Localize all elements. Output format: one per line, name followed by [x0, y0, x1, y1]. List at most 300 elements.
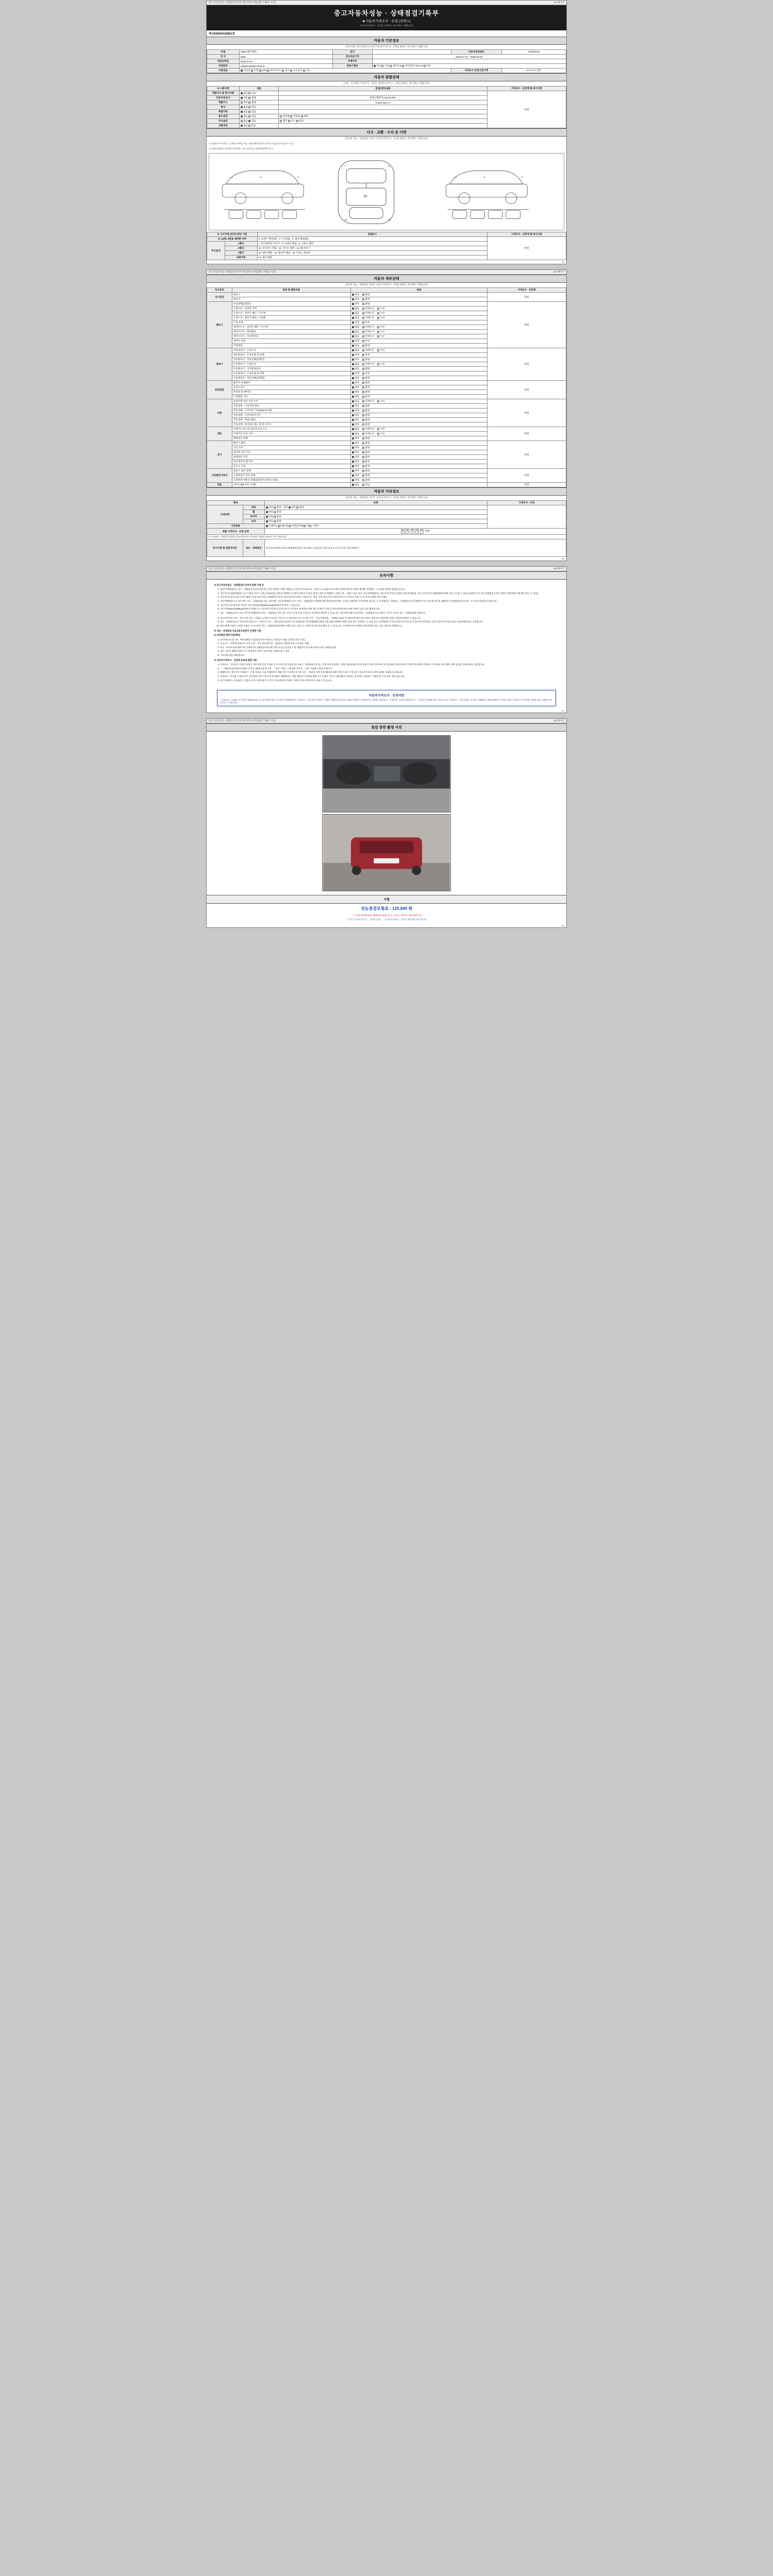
- detail-checkbox-2[interactable]: 누유: [377, 312, 384, 314]
- etc-chk-2b[interactable]: 불량: [274, 515, 281, 518]
- page-subtitle: ■ 자동차가격조사 · 산정 (선택 □): [362, 20, 411, 23]
- page-title: 중고자동차성능 · 상태점검기록부: [333, 9, 440, 17]
- basic-value2-1: 2025-07-01 ~ 2026-06-30: [372, 55, 566, 59]
- detail-group-label: 자기진단: [207, 293, 232, 302]
- basic-trans-label: 변속기종류: [332, 64, 372, 69]
- diagram-num-16: 16: [388, 219, 391, 222]
- basic-value2-0: [372, 50, 451, 55]
- detail-checkbox-1[interactable]: 불량: [362, 479, 369, 481]
- detail-item-label: 변속기: [232, 297, 350, 302]
- section-etc-title: 자동차 기타정보: [207, 487, 566, 496]
- etc-chk-1b[interactable]: 불량: [274, 511, 281, 513]
- detail-checkbox-1[interactable]: 불량: [362, 442, 369, 444]
- signature-label: 서명: [383, 899, 390, 902]
- detail-group-amount: 만원: [487, 427, 566, 441]
- detail-head-2: 상태: [350, 288, 487, 293]
- detail-item-label: 수동변속기 - 작동상태(공회전): [232, 376, 350, 381]
- detail-checkbox-1[interactable]: 불량: [362, 474, 369, 477]
- detail-item-label: 오일 유량: [232, 320, 350, 325]
- detail-checkbox-1[interactable]: 불량: [362, 377, 369, 379]
- detail-checkbox-0[interactable]: 없음: [352, 316, 359, 319]
- detail-item-label: 실내송풍 모터: [232, 455, 350, 460]
- detail-item-label: 시동 모터: [232, 446, 350, 450]
- basic-value2-2: [372, 59, 566, 64]
- etc-chk-0d[interactable]: 불량: [296, 506, 304, 509]
- detail-item-label: 커먼레일: [232, 344, 350, 348]
- detail-group-label: 원동기: [207, 302, 232, 348]
- etc-basic-items: [264, 524, 487, 529]
- detail-item-label: 자동변속기 - 오일누유: [232, 348, 350, 353]
- table-row: [207, 55, 566, 59]
- amt-digit-4: 0: [420, 529, 424, 534]
- detail-checkbox-0[interactable]: 양호: [352, 469, 359, 472]
- detail-checkbox-1[interactable]: 불량: [362, 460, 369, 463]
- special-text: 비클씨셔라컬데이지데스템에 활화비콜션 보증에서, 도검종적은 원금 품으로 표기이 당을, 업버이에단응.: [264, 539, 566, 557]
- etc-item-0: 외장: [243, 505, 264, 510]
- purpose-opt-2[interactable]: 영업: [296, 120, 304, 122]
- detail-checkbox-1[interactable]: 부족: [362, 321, 369, 324]
- overall-chk-4a[interactable]: 없음: [241, 110, 248, 113]
- overall-c2-3: [239, 105, 279, 110]
- detail-checkbox-1[interactable]: 부족: [362, 340, 369, 342]
- detail-checkbox-0[interactable]: 양호: [352, 391, 359, 393]
- amt-digit-3: 0: [415, 529, 419, 534]
- table-row: [207, 59, 566, 64]
- detail-checkbox-0[interactable]: 없음: [352, 335, 359, 337]
- etc-table: [207, 500, 566, 557]
- detail-checkbox-0[interactable]: 없음: [352, 432, 359, 435]
- diagram-num-15: 15: [344, 219, 347, 222]
- detail-checkbox-0[interactable]: 양호: [352, 381, 359, 384]
- detail-checkbox-0[interactable]: 없음: [352, 307, 359, 310]
- use-opt-1[interactable]: 영업용: [290, 115, 300, 117]
- detail-checkbox-0[interactable]: 양호: [352, 414, 359, 416]
- detail-checkbox-0[interactable]: 양호: [352, 377, 359, 379]
- etc-head-1: 상태: [264, 501, 487, 505]
- overall-label-6: 주요옵션: [207, 119, 240, 124]
- guide-item-1-1: 2. 자동차인도일(매매업자가 자기 명의 오토기 인한 상태점검을 내용을 매매약서 이용히 보았기기 정도 발생기 매도자 매매약서 상태 신용 · 교환가 다른 경우, 자동차매매업자는 매수인이 차손상 상태를 에너에 책임을 지며, 자동차인도일(매매업자에게 이를 신고할 수 있습니다(매수인이 성능상태점검기간이 개간한 책임상태 중에 확인 않는 수 있음).: [220, 592, 559, 595]
- detail-checkbox-0[interactable]: 양호: [352, 437, 359, 439]
- car-center-label: 16: [363, 194, 367, 198]
- detail-item-state: [350, 446, 487, 450]
- overall-chk-7a[interactable]: 없음: [241, 124, 248, 127]
- accident-rank-extra-parts: [257, 256, 487, 260]
- trans-opt-3[interactable]: 무단변속기(CVT): [402, 64, 423, 67]
- detail-item-label: 브레이크 마스터 실린더오일 누유: [232, 427, 350, 432]
- detail-checkbox-1[interactable]: 부족: [362, 353, 369, 356]
- detail-item-state: [350, 311, 487, 316]
- etc-basic-1[interactable]: 메뉴얼: [278, 524, 288, 527]
- basic-label-2: 최초등록일: [207, 59, 240, 64]
- detail-group-amount: 만원: [487, 441, 566, 469]
- overall-table: [207, 86, 566, 128]
- detail-checkbox-2[interactable]: 누유: [377, 307, 384, 310]
- detail-checkbox-1[interactable]: 불량: [362, 298, 369, 300]
- detail-checkbox-2[interactable]: 누유: [377, 316, 384, 319]
- etc-basic-4[interactable]: 스패너: [309, 524, 319, 527]
- detail-checkbox-0[interactable]: 없음: [352, 400, 359, 402]
- detail-checkbox-1[interactable]: 미세누유: [362, 307, 374, 310]
- document-number: 제 0039000126801호: [209, 32, 235, 36]
- special-label: 특기사항 및 점검자의견: [207, 539, 243, 557]
- detail-item-state: [350, 432, 487, 436]
- table-header-row: [207, 288, 566, 293]
- etc-basic-3[interactable]: 잭: [304, 524, 309, 527]
- overall-chk-2a[interactable]: 양호: [241, 101, 248, 104]
- detail-item-label: 냉각수누수 - 라디에이터: [232, 334, 350, 339]
- overall-head-2: 점검(세부)내용: [279, 87, 487, 91]
- overall-c3-3: [279, 105, 487, 110]
- detail-checkbox-0[interactable]: 없음: [352, 363, 359, 365]
- detail-checkbox-1[interactable]: 미세누유: [362, 349, 374, 351]
- detail-checkbox-1[interactable]: 불량: [362, 395, 369, 398]
- detail-checkbox-1[interactable]: 불량: [362, 409, 369, 412]
- etc-item-3: 유리: [243, 519, 264, 524]
- detail-table-body: [207, 293, 566, 487]
- accident-head-1: 상태표시: [257, 232, 487, 237]
- detail-group-label: 전기: [207, 441, 232, 469]
- etc-state-1: [264, 510, 487, 515]
- detail-checkbox-2[interactable]: 누유: [377, 349, 384, 351]
- accident-amount: 만원: [487, 237, 566, 260]
- detail-checkbox-1[interactable]: 불량: [362, 381, 369, 384]
- sheet-2-topbar: [207, 270, 566, 275]
- detail-group-amount: 만원: [487, 302, 566, 348]
- fuel-opt-3[interactable]: 하이브리드: [267, 69, 281, 72]
- accident-note-23: ※ 2,8항, 9항을 제외한 부위: [207, 237, 258, 242]
- diagram-num-3: 3: [483, 176, 485, 179]
- detail-checkbox-0[interactable]: 없음: [352, 428, 359, 430]
- detail-checkbox-0[interactable]: 없음: [352, 349, 359, 351]
- detail-item-state: [350, 385, 487, 390]
- etc-chk-0c[interactable]: 양호: [289, 506, 296, 509]
- overall-chk-5b[interactable]: 있음: [248, 115, 256, 117]
- etc-chk-2a[interactable]: 양호: [266, 515, 273, 518]
- detail-item-state: [350, 399, 487, 404]
- detail-checkbox-0[interactable]: 양호: [352, 404, 359, 407]
- detail-item-label: 등속조인트: [232, 385, 350, 390]
- amt-unit: 만원: [425, 530, 430, 532]
- detail-item-label: 배력장치 상태: [232, 436, 350, 441]
- amt-digit-2: 0: [411, 529, 414, 534]
- overall-c2-4: [239, 110, 279, 114]
- detail-checkbox-0[interactable]: 양호: [352, 409, 359, 412]
- detail-checkbox-0[interactable]: 없음: [352, 330, 359, 333]
- overall-chk-bad-1[interactable]: 불량: [248, 96, 256, 99]
- detail-checkbox-2[interactable]: 누수: [377, 326, 384, 328]
- table-row: [207, 483, 566, 487]
- detail-item-label: 냉각수 수량: [232, 339, 350, 344]
- overall-c3-0: [279, 91, 487, 96]
- detail-checkbox-1[interactable]: 미세누수: [362, 335, 374, 337]
- detail-head-0: 주요장치: [207, 288, 232, 293]
- overall-head-1: 내용: [239, 87, 279, 91]
- detail-group-amount: 만원: [487, 483, 566, 487]
- section-etc-sub: (자동차 성능 · 상태점검 기록부, 자동차가격조사 · 산정을 원하는 경우에만 기재합니다): [345, 496, 428, 499]
- accident-rank-2: 2랭크: [225, 246, 257, 251]
- sheet-4-topbar: [207, 719, 566, 723]
- basic-value-3: KNMAC2BMLF076172: [239, 64, 332, 69]
- overall-chk-6b[interactable]: 있음: [248, 120, 256, 122]
- detail-item-state: [350, 330, 487, 334]
- detail-checkbox-0[interactable]: 양호: [352, 418, 359, 421]
- etc-group-label: 사내상태: [207, 505, 243, 524]
- overall-label-7: 리콜대상: [207, 124, 240, 128]
- detail-checkbox-1[interactable]: 미세누수: [362, 326, 374, 328]
- overall-chk-yes-0[interactable]: 있음: [248, 92, 256, 94]
- detail-checkbox-1[interactable]: 불량: [362, 418, 369, 421]
- detail-checkbox-0[interactable]: 적정: [352, 340, 359, 342]
- detail-item-state: [350, 367, 487, 371]
- detail-checkbox-0[interactable]: 양호: [352, 395, 359, 398]
- purpose-opt-0[interactable]: 렌트: [280, 120, 287, 122]
- detail-group-label: 변속기: [207, 348, 232, 381]
- detail-item-state: [350, 376, 487, 381]
- detail-item-state: [350, 339, 487, 344]
- guide-item-3-0: 1. 타이어(소모되는비) · 배터리패널 오일(오일모아터 워터는 정상음이 제품 및 화물 진한 동산): [220, 638, 559, 641]
- fee-bar: [207, 904, 566, 913]
- detail-checkbox-0[interactable]: 양호: [352, 293, 359, 296]
- detail-checkbox-1[interactable]: 불량: [362, 293, 369, 296]
- fuel-opt-6[interactable]: 기타: [303, 69, 310, 72]
- detail-checkbox-1[interactable]: 불량: [362, 446, 369, 449]
- fuel-opt-2[interactable]: LPG: [259, 69, 267, 72]
- detail-checkbox-0[interactable]: 양호: [352, 455, 359, 458]
- use-opt-0[interactable]: 대여용: [280, 115, 290, 117]
- detail-checkbox-0[interactable]: 양호: [352, 386, 359, 388]
- part-13: 13. 대쉬 패널: [258, 251, 273, 254]
- fuel-opt-1[interactable]: 디젤: [251, 69, 258, 72]
- detail-item-label: 구동축전지 격리 상태: [232, 473, 350, 478]
- detail-checkbox-1[interactable]: 불량: [362, 302, 369, 305]
- guide-item-3-4: 5. 기타의에 별용 제외합니다.: [220, 654, 559, 657]
- guide-sec-1: ※ 중고자동차성능 · 상태점검자 보증에 관한 사항 등: [214, 584, 264, 586]
- detail-checkbox-0[interactable]: 양호: [352, 344, 359, 347]
- detail-checkbox-1[interactable]: 미세누유: [362, 428, 374, 430]
- section-basic-title: 자동차 기본정보: [207, 37, 566, 45]
- detail-checkbox-1[interactable]: 미세누유: [362, 312, 374, 314]
- basic-label-0: 차명: [207, 50, 240, 55]
- basic-label2-1: 검사유효기간: [332, 55, 372, 59]
- detail-item-state: [350, 348, 487, 353]
- detail-item-state: [350, 418, 487, 422]
- etc-chk-0b[interactable]: 불량: [274, 506, 281, 509]
- detail-checkbox-0[interactable]: 양호: [352, 465, 359, 467]
- detail-checkbox-1[interactable]: 불량: [362, 469, 369, 472]
- overall-amount: 만원: [487, 91, 566, 128]
- final-amount-value: [264, 529, 566, 535]
- etc-basic-2[interactable]: 안전삼각대: [289, 524, 303, 527]
- overall-chk-7b[interactable]: 있음: [248, 124, 256, 127]
- overall-chk-3a[interactable]: 없음: [241, 106, 248, 108]
- detail-group-amount: 만원: [487, 348, 566, 381]
- trans-opt-0[interactable]: 자동: [374, 64, 381, 67]
- accident-rank-1-parts: [257, 242, 487, 246]
- detail-checkbox-1[interactable]: 불량: [362, 437, 369, 439]
- section-basic-sub: (자동차법 기준가격을 특수다면 자동차가격조사 · 산정을 원하는 경우에만 기재합니다): [345, 45, 428, 48]
- detail-checkbox-0[interactable]: 양호: [352, 479, 359, 481]
- section-overall-sub: (사용 · 주유결과, 가격조사 · 산정은 자동차가격조사 · 산정을 원하는 경우에만 기재합니다): [343, 82, 430, 84]
- trans-opt-4[interactable]: 기타: [424, 64, 431, 67]
- detail-checkbox-1[interactable]: 불량: [362, 465, 369, 467]
- detail-item-label: 작동상태 - 스티어링 펌프: [232, 404, 350, 409]
- trans-opt-2[interactable]: 세미오토: [390, 64, 401, 67]
- detail-checkbox-2[interactable]: 누수: [377, 335, 384, 337]
- accident-legend-2: ※ 하단 상태표시 부호에 기준하여, 기타 자동차는 상태에 맞추어 표기: [209, 147, 274, 150]
- detail-checkbox-0[interactable]: 적정: [352, 372, 359, 375]
- detail-head-1: 항목 및 해당부품: [232, 288, 350, 293]
- detail-checkbox-1[interactable]: 미세누유: [362, 432, 374, 435]
- part-14: 14. 플로어 패널: [274, 251, 291, 254]
- table-row: [207, 50, 566, 55]
- detail-checkbox-2[interactable]: 누유: [377, 428, 384, 430]
- table-row: [207, 348, 566, 353]
- etc-state-2: [264, 515, 487, 519]
- use-opt-2[interactable]: 관용: [301, 115, 308, 117]
- guide-item-1-4: 5. 자동차의 성능에 관한 사항은 자동차관리법령(www.car.go.kr)에서 확인할 수 있습니다.: [220, 604, 559, 607]
- detail-checkbox-0[interactable]: 양호: [352, 460, 359, 463]
- detail-checkbox-0[interactable]: 양호: [352, 442, 359, 444]
- detail-item-label: 연료누출(LP가스포함): [232, 483, 350, 487]
- part-7: 7. 라디에이터 서포트: [258, 242, 280, 245]
- detail-checkbox-0[interactable]: 없음: [352, 312, 359, 314]
- detail-checkbox-1[interactable]: 미세누수: [362, 330, 374, 333]
- detail-checkbox-1[interactable]: 불량: [362, 455, 369, 458]
- fee-label: 성능점검보험료 :: [360, 906, 391, 911]
- fuel-opt-4[interactable]: 전기: [282, 69, 289, 72]
- detail-item-label: 자동변속기 - 오일유량 및 상태: [232, 353, 350, 358]
- detail-item-state: [350, 353, 487, 358]
- sheet-2: [206, 269, 567, 561]
- diagram-num-4: 4: [521, 176, 523, 179]
- overall-chk-6a[interactable]: 없음: [241, 120, 248, 122]
- detail-checkbox-2[interactable]: 누수: [377, 330, 384, 333]
- detail-checkbox-0[interactable]: 없음: [352, 483, 359, 486]
- sheet4-topbar-left: 중고자동차성능·상태점검기록부 제공의무(시행) [별지 제2호 서식]: [209, 719, 276, 722]
- detail-checkbox-1[interactable]: 미세누유: [362, 400, 374, 402]
- detail-checkbox-1[interactable]: 불량: [362, 358, 369, 361]
- etc-chk-1a[interactable]: 양호: [266, 511, 273, 513]
- detail-item-state: [350, 436, 487, 441]
- detail-item-label: 브레이크 오일 누유: [232, 432, 350, 436]
- basic-price-value: 0 0 0 0 0 만원: [501, 69, 566, 73]
- overall-chk-4b[interactable]: 있음: [248, 110, 256, 113]
- overall-c2-5: [239, 114, 279, 119]
- detail-checkbox-0[interactable]: 양호: [352, 446, 359, 449]
- fuel-opt-5[interactable]: 수소전기: [290, 69, 302, 72]
- table-row: [207, 539, 566, 557]
- detail-item-label: 충전구 절연 상태: [232, 469, 350, 473]
- etc-chk-3a[interactable]: 양호: [266, 520, 273, 522]
- etc-chk-3b[interactable]: 불량: [274, 520, 281, 522]
- detail-checkbox-0[interactable]: 양호: [352, 423, 359, 426]
- detail-checkbox-1[interactable]: 부족: [362, 372, 369, 375]
- detail-item-state: [350, 395, 487, 399]
- detail-checkbox-1[interactable]: 불량: [362, 423, 369, 426]
- detail-checkbox-1[interactable]: 미세누유: [362, 316, 374, 319]
- section-accident-title: 사고 · 교환 · 수리 등 이력: [207, 128, 566, 137]
- detail-checkbox-0[interactable]: 양호: [352, 302, 359, 305]
- detail-checkbox-1[interactable]: 불량: [362, 344, 369, 347]
- detail-item-label: 오일누유 - 실린더 헤드 / 가스켓: [232, 311, 350, 316]
- price-definition-title: 자동차가격조사 · 산정이란: [368, 694, 405, 698]
- purpose-opt-1[interactable]: 리스: [288, 120, 295, 122]
- overall-label-1: 자동차세 표기: [207, 96, 240, 100]
- detail-group-label: 동력전달: [207, 381, 232, 399]
- part-11: 11. 사이드 멤버: [278, 247, 295, 249]
- etc-amount-cell: [487, 505, 566, 529]
- detail-head-3: 가격조사 · 산정액: [487, 288, 566, 293]
- etc-basic-0[interactable]: 브레이크: [266, 524, 278, 527]
- detail-checkbox-1[interactable]: 미세누유: [362, 363, 374, 365]
- detail-checkbox-0[interactable]: 양호: [352, 451, 359, 453]
- etc-basic-label: 기본품목: [207, 524, 265, 529]
- fuel-opt-0[interactable]: 가솔린: [241, 69, 250, 72]
- detail-checkbox-0[interactable]: 적정: [352, 321, 359, 324]
- detail-item-label: 자동변속기 - 작동상태(공회전): [232, 358, 350, 362]
- detail-item-state: [350, 320, 487, 325]
- overall-c2-1: [239, 96, 279, 100]
- detail-group-amount: 만원: [487, 469, 566, 483]
- etc-chk-0a[interactable]: 양호: [266, 506, 273, 509]
- table-header-row: [207, 87, 566, 91]
- detail-item-state: [350, 362, 487, 367]
- detail-checkbox-0[interactable]: 적정: [352, 353, 359, 356]
- overall-chk-2b[interactable]: 불량: [248, 101, 256, 104]
- detail-checkbox-0[interactable]: 양호: [352, 474, 359, 477]
- detail-checkbox-0[interactable]: 양호: [352, 367, 359, 370]
- overall-chk-5a[interactable]: 없음: [241, 115, 248, 117]
- detail-checkbox-2[interactable]: 누유: [377, 363, 384, 365]
- detail-checkbox-1[interactable]: 불량: [362, 451, 369, 453]
- overall-chk-none-0[interactable]: 없음: [241, 92, 248, 94]
- detail-checkbox-0[interactable]: 없음: [352, 326, 359, 328]
- overall-head-3: 가격조사 · 산정액 및 특기사항: [487, 87, 566, 91]
- sheet-3: [206, 566, 567, 713]
- overall-chk-ok-1[interactable]: 양호: [241, 96, 248, 99]
- detail-state-table: [207, 287, 566, 487]
- sheet-4-footer: 4/4: [561, 924, 564, 927]
- overall-chk-3b[interactable]: 있음: [248, 106, 256, 108]
- guide-item-4-4: 5. 특기사항(성능 상태점검 · 산정자 등의 기재사항 등 자가인 신뢰 권함에 기재한 기재의 산정 사항 항목이 다름 수 있습니다.: [220, 679, 559, 682]
- guide-item-3-3: 4. 검사 기간의 방법의 벤츠가 중 관경우지 달락가 별게 없음 검색하 있는 내역: [220, 650, 559, 653]
- detail-checkbox-0[interactable]: 양호: [352, 358, 359, 361]
- detail-item-label: 원동기: [232, 293, 350, 297]
- detail-checkbox-0[interactable]: 양호: [352, 298, 359, 300]
- part-2: 3. 도어(좌): [279, 238, 290, 240]
- detail-checkbox-1[interactable]: 불량: [362, 367, 369, 370]
- etc-item-1: 휠: [243, 510, 264, 515]
- detail-checkbox-2[interactable]: 누유: [377, 400, 384, 402]
- car-diagram-svg: [209, 154, 564, 230]
- legal-blue-note: 「 [ Y ] 중고자동차성능 · 상태를 검증, 」 자동차가격조사 · 산정 1 부탁정을 확인합니다.: [345, 918, 428, 921]
- sheet-1-footer: 1/4: [561, 261, 564, 263]
- detail-checkbox-1[interactable]: 있음: [362, 483, 369, 486]
- detail-checkbox-1[interactable]: 불량: [362, 414, 369, 416]
- detail-checkbox-1[interactable]: 불량: [362, 391, 369, 393]
- trans-opt-1[interactable]: 수동: [381, 64, 389, 67]
- etc-head-2: 가격조사 · 산정: [487, 501, 566, 505]
- detail-checkbox-1[interactable]: 불량: [362, 386, 369, 388]
- page-subtitle-note: (자동차가격조사 · 산정을 신청하는 경우에만 기재합니다): [360, 24, 413, 27]
- photo-section-title: 점검 장면 촬영 사진: [207, 723, 566, 732]
- sheet-1-topbar: [207, 1, 566, 5]
- detail-checkbox-2[interactable]: 누유: [377, 432, 384, 435]
- table-row: [207, 535, 566, 539]
- detail-checkbox-1[interactable]: 불량: [362, 404, 369, 407]
- detail-item-state: [350, 371, 487, 376]
- detail-item-state: [350, 381, 487, 385]
